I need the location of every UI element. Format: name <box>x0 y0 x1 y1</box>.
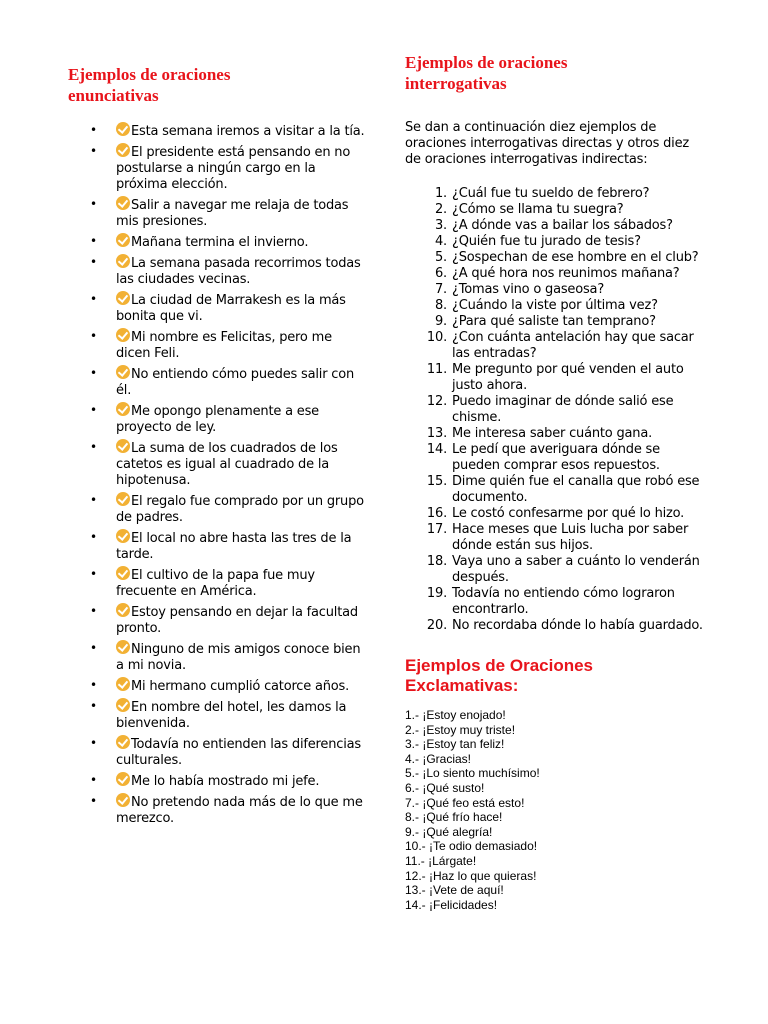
declarative-item <box>68 328 368 362</box>
bullet-icon: • <box>90 493 97 507</box>
declarative-item <box>68 793 368 827</box>
declarative-item <box>68 640 368 674</box>
exclamation-item: 1.- ¡Estoy enojado! <box>405 708 506 722</box>
question-number: 10. <box>426 330 447 345</box>
declarative-item-text: La semana pasada recorrimos todas las ciudades vecinas. <box>116 256 361 287</box>
question-item <box>405 330 705 362</box>
exclamation-item: 8.- ¡Qué frío hace! <box>405 810 503 825</box>
bullet-icon: • <box>90 440 97 454</box>
question-number: 18. <box>426 554 447 569</box>
question-item <box>405 474 705 506</box>
declarative-item-text: Me opongo plenamente a ese proyecto de ley. <box>116 404 319 435</box>
bullet-icon: • <box>90 329 97 343</box>
question-number: 16. <box>426 506 447 521</box>
declarative-item-text: Todavía no entienden las diferencias culturales. <box>116 737 361 768</box>
declarative-item <box>68 254 368 288</box>
exclamation-item: 4.- ¡Gracias! <box>405 751 472 766</box>
question-item <box>405 298 705 314</box>
question-number: 15. <box>426 474 447 489</box>
question-item <box>405 202 705 218</box>
question-text: ¿Con cuánta antelación hay que sacar las entradas? <box>452 330 694 361</box>
check-circle-icon <box>116 772 130 786</box>
declarative-item-text: El local no abre hasta las tres de la tarde. <box>116 531 352 562</box>
declarative-item-text: En nombre del hotel, les damos la bienvenida. <box>116 700 347 731</box>
check-circle-icon <box>116 640 130 654</box>
declarative-title-line1: Ejemplos de oraciones <box>68 65 231 84</box>
question-text: ¿Cuándo la viste por última vez? <box>452 298 658 313</box>
interrogative-intro: Se dan a continuación diez ejemplos de oraciones interrogativas directas y otros diez de oraciones interrogativas indirectas: <box>405 120 690 167</box>
declarative-item-text: Esta semana iremos a visitar a la tía. <box>131 124 365 139</box>
exclamation-item: 9.- ¡Qué alegría! <box>405 824 493 839</box>
question-number: 14. <box>426 442 447 457</box>
question-number: 19. <box>426 586 447 601</box>
question-item <box>405 554 705 586</box>
question-text: Vaya uno a saber a cuánto lo venderán después. <box>452 554 700 585</box>
question-text: ¿Cómo se llama tu suegra? <box>452 202 624 217</box>
check-circle-icon <box>116 677 130 691</box>
question-item <box>405 394 705 426</box>
question-item <box>405 426 705 442</box>
declarative-item <box>68 291 368 325</box>
bullet-icon: • <box>90 678 97 692</box>
declarative-item <box>68 529 368 563</box>
question-number: 11. <box>426 362 447 377</box>
question-number: 13. <box>426 426 447 441</box>
question-item <box>405 282 705 298</box>
question-text: Me pregunto por qué venden el auto justo ahora. <box>452 362 684 393</box>
check-circle-icon <box>116 566 130 580</box>
check-circle-icon <box>116 365 130 379</box>
question-number: 1. <box>434 186 447 201</box>
bullet-icon: • <box>90 144 97 158</box>
declarative-item-text: No entiendo cómo puedes salir con él. <box>116 367 355 398</box>
exclamative-list <box>405 708 705 912</box>
exclamation-item: 11.- ¡Lárgate! <box>405 853 477 868</box>
declarative-item <box>68 698 368 732</box>
bullet-icon: • <box>90 123 97 137</box>
declarative-item <box>68 439 368 489</box>
question-text: ¿Tomas vino o gaseosa? <box>452 282 605 297</box>
bullet-icon: • <box>90 641 97 655</box>
declarative-item <box>68 492 368 526</box>
interrogative-section <box>405 52 705 912</box>
check-circle-icon <box>116 291 130 305</box>
question-item <box>405 362 705 394</box>
exclamation-item: 14.- ¡Felicidades! <box>405 897 498 912</box>
declarative-item-text: El presidente está pensando en no postularse a ningún cargo en la próxima elección. <box>116 145 351 192</box>
declarative-item <box>68 603 368 637</box>
question-item <box>405 234 705 250</box>
interrogative-title-line1: Ejemplos de oraciones <box>405 53 568 72</box>
question-text: ¿Sospechan de ese hombre en el club? <box>452 250 699 265</box>
interrogative-title <box>405 52 705 94</box>
question-number: 8. <box>434 298 447 313</box>
exclamation-item: 10.- ¡Te odio demasiado! <box>405 839 538 854</box>
check-circle-icon <box>116 439 130 453</box>
question-item <box>405 442 705 474</box>
bullet-icon: • <box>90 794 97 808</box>
question-number: 12. <box>426 394 447 409</box>
declarative-list <box>68 122 368 827</box>
declarative-item <box>68 122 368 140</box>
declarative-item-text: La suma de los cuadrados de los catetos es igual al cuadrado de la hipotenusa. <box>116 441 338 488</box>
bullet-icon: • <box>90 366 97 380</box>
declarative-item-text: Mi nombre es Felicitas, pero me dicen Feli. <box>116 330 332 361</box>
declarative-item-text: Mañana termina el invierno. <box>131 235 309 250</box>
check-circle-icon <box>116 735 130 749</box>
question-text: Todavía no entiendo cómo lograron encontrarlo. <box>452 586 675 617</box>
check-circle-icon <box>116 328 130 342</box>
check-circle-icon <box>116 233 130 247</box>
question-item <box>405 266 705 282</box>
declarative-item-text: Estoy pensando en dejar la facultad pronto. <box>116 605 358 636</box>
question-item <box>405 314 705 330</box>
check-circle-icon <box>116 793 130 807</box>
check-circle-icon <box>116 603 130 617</box>
question-item <box>405 218 705 234</box>
declarative-item-text: Salir a navegar me relaja de todas mis presiones. <box>116 198 349 229</box>
declarative-title <box>68 64 368 106</box>
check-circle-icon <box>116 698 130 712</box>
question-text: Puedo imaginar de dónde salió ese chisme. <box>452 394 674 425</box>
question-text: ¿Para qué saliste tan temprano? <box>452 314 656 329</box>
bullet-icon: • <box>90 567 97 581</box>
exclamation-item: 5.- ¡Lo siento muchísimo! <box>405 766 540 781</box>
declarative-item <box>68 196 368 230</box>
declarative-item-text: El regalo fue comprado por un grupo de padres. <box>116 494 364 525</box>
question-text: Le pedí que averiguara dónde se pueden comprar esos repuestos. <box>452 442 660 473</box>
question-item <box>405 586 705 618</box>
question-number: 4. <box>434 234 447 249</box>
declarative-item-text: Me lo había mostrado mi jefe. <box>131 774 320 789</box>
exclamation-item: 6.- ¡Qué susto! <box>405 780 485 795</box>
question-text: ¿A qué hora nos reunimos mañana? <box>452 266 680 281</box>
exclamation-item: 13.- ¡Vete de aquí! <box>405 883 504 898</box>
declarative-item-text: La ciudad de Marrakesh es la más bonita que vi. <box>116 293 346 324</box>
declarative-title-line2: enunciativas <box>68 86 159 105</box>
declarative-item <box>68 566 368 600</box>
bullet-icon: • <box>90 403 97 417</box>
question-item <box>405 522 705 554</box>
question-text: Dime quién fue el canalla que robó ese documento. <box>452 474 700 505</box>
question-number: 6. <box>434 266 447 281</box>
question-text: ¿Quién fue tu jurado de tesis? <box>452 234 641 249</box>
bullet-icon: • <box>90 736 97 750</box>
question-number: 17. <box>426 522 447 537</box>
question-text: Me interesa saber cuánto gana. <box>452 426 653 441</box>
question-item <box>405 186 705 202</box>
declarative-item-text: El cultivo de la papa fue muy frecuente en América. <box>116 568 315 599</box>
question-text: ¿Cuál fue tu sueldo de febrero? <box>452 186 650 201</box>
bullet-icon: • <box>90 604 97 618</box>
check-circle-icon <box>116 492 130 506</box>
interrogative-title-line2: interrogativas <box>405 74 507 93</box>
exclamation-item: 7.- ¡Qué feo está esto! <box>405 795 525 810</box>
question-number: 20. <box>426 618 447 633</box>
exclamation-item: 12.- ¡Haz lo que quieras! <box>405 868 537 883</box>
declarative-item <box>68 735 368 769</box>
check-circle-icon <box>116 254 130 268</box>
question-number: 7. <box>434 282 447 297</box>
bullet-icon: • <box>90 234 97 248</box>
question-text: Hace meses que Luis lucha por saber dónde están sus hijos. <box>452 522 689 553</box>
declarative-item-text: Ninguno de mis amigos conoce bien a mi novia. <box>116 642 361 673</box>
check-circle-icon <box>116 529 130 543</box>
question-number: 9. <box>434 314 447 329</box>
declarative-item <box>68 402 368 436</box>
exclamation-item: 3.- ¡Estoy tan feliz! <box>405 737 505 752</box>
question-text: Le costó confesarme por qué lo hizo. <box>452 506 685 521</box>
bullet-icon: • <box>90 255 97 269</box>
check-circle-icon <box>116 402 130 416</box>
question-number: 2. <box>434 202 447 217</box>
check-circle-icon <box>116 122 130 136</box>
check-circle-icon <box>116 143 130 157</box>
question-text: ¿A dónde vas a bailar los sábados? <box>452 218 673 233</box>
declarative-item <box>68 143 368 193</box>
question-number: 3. <box>434 218 447 233</box>
declarative-item <box>68 365 368 399</box>
exclamation-item: 2.- ¡Estoy muy triste! <box>405 722 516 737</box>
declarative-item-text: No pretendo nada más de lo que me merezco. <box>116 795 363 826</box>
bullet-icon: • <box>90 773 97 787</box>
check-circle-icon <box>116 196 130 210</box>
question-item <box>405 250 705 266</box>
exclamative-title-line1: Ejemplos de Oraciones <box>405 656 594 675</box>
interrogative-list <box>405 186 705 634</box>
bullet-icon: • <box>90 699 97 713</box>
declarative-section <box>68 64 368 830</box>
question-text: No recordaba dónde lo había guardado. <box>452 618 703 633</box>
declarative-item <box>68 772 368 790</box>
declarative-item-text: Mi hermano cumplió catorce años. <box>131 679 350 694</box>
exclamative-title <box>405 656 705 696</box>
question-item <box>405 618 705 634</box>
bullet-icon: • <box>90 292 97 306</box>
exclamative-title-line2: Exclamativas: <box>405 676 519 695</box>
question-number: 5. <box>434 250 447 265</box>
declarative-item <box>68 233 368 251</box>
declarative-item <box>68 677 368 695</box>
question-item <box>405 506 705 522</box>
bullet-icon: • <box>90 530 97 544</box>
bullet-icon: • <box>90 197 97 211</box>
